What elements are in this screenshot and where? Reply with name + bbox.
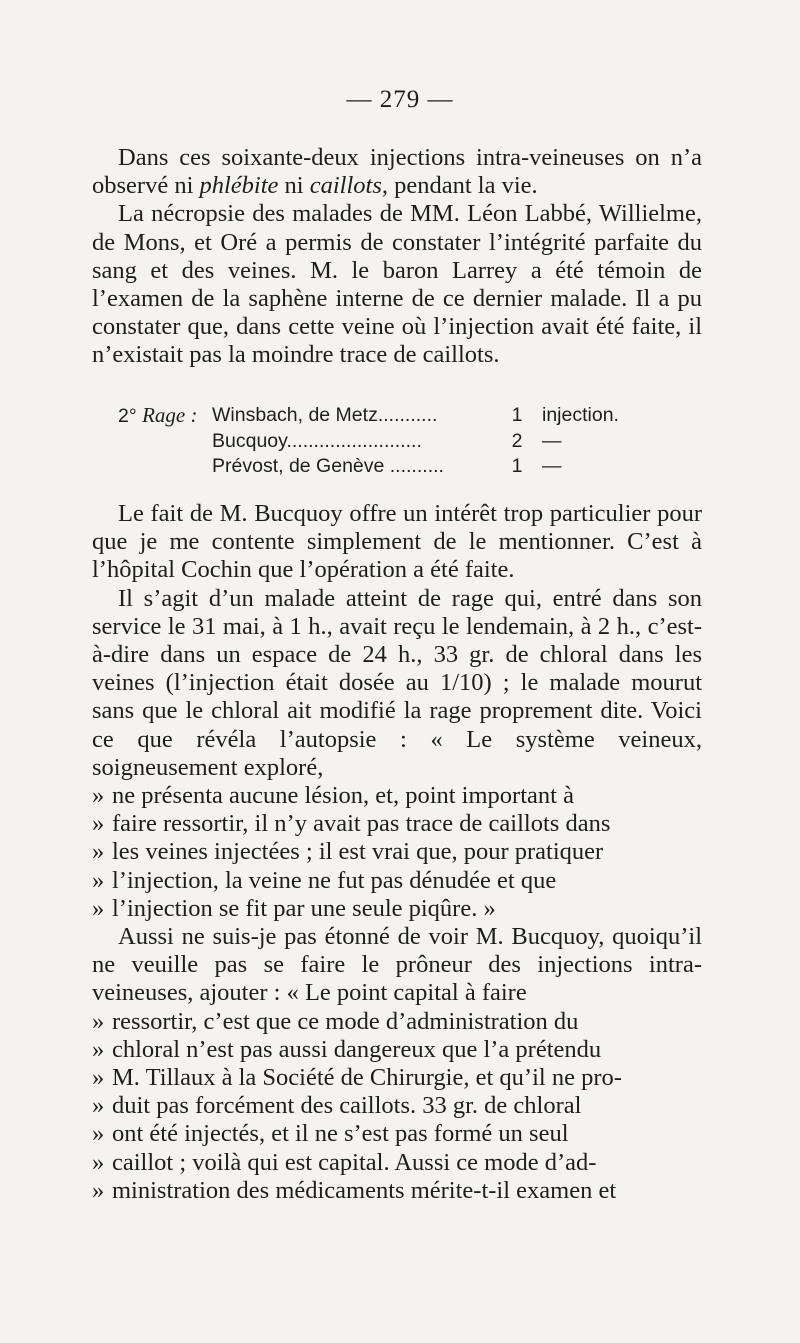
quote-bucquoy: [92, 1008, 702, 1205]
quote-line: » M. Tillaux à la Société de Chirurgie, et qu’il ne pro-: [92, 1064, 622, 1092]
page-number: — 279 —: [346, 86, 454, 113]
quote-line: » ressortir, c’est que ce mode d’administration du: [92, 1007, 579, 1035]
paragraph-rage-case: Il s’agit d’un malade atteint de rage qui, entré dans son service le 31 mai, à 1 h., avait reçu le lendemain, à 2 h., c’est-à-dire dans un espace de 24 h., 33 gr. de chloral dans les veines (l’injection était dosée au 1/10) ; le malade mourut sans que le chloral ait modifié la rage proprement dite. Voici ce que révéla l’autopsie : « Le système veineux, soigneusement exploré,: [92, 584, 702, 781]
quote-line: » chloral n’est pas aussi dangereux que l’a prétendu: [92, 1035, 602, 1063]
italic-caillots: caillots,: [309, 172, 388, 200]
italic-phlebite: phlébite: [199, 172, 279, 200]
quote-line: » les veines injectées ; il est vrai que, pour pratiquer: [92, 838, 604, 866]
quote-autopsie: [92, 782, 702, 923]
paragraph-aussi: Aussi ne suis-je pas étonné de voir M. Bucquoy, quoiqu’il ne veuille pas se faire le prôneur des injections intra-veineuses, ajouter : « Le point capital à faire: [92, 923, 702, 1007]
rage-label: 2° Rage :: [118, 403, 198, 427]
quote-line: » caillot ; voilà qui est capital. Aussi ce mode d’ad-: [92, 1148, 597, 1176]
paragraph-no-phlebitis: Dans ces soixante-deux injections intra-veineuses on n’a observé ni phlébite ni caillots, pendant la vie.: [92, 144, 702, 200]
quote-line: » ne présenta aucune lésion, et, point important à: [92, 782, 574, 810]
text-block-bottom: [92, 500, 702, 1205]
rage-row: Bucquoy......................... 2 —: [212, 430, 562, 452]
rage-row: 2° Rage : Winsbach, de Metz........... 1 injection.: [118, 403, 619, 427]
quote-line: » l’injection se fit par une seule piqûre. »: [92, 894, 496, 922]
quote-line: » duit pas forcément des caillots. 33 gr. de chloral: [92, 1092, 582, 1120]
paragraph-bucquoy-fact: Le fait de M. Bucquoy offre un intérêt trop particulier pour que je me contente simplement de le mentionner. C’est à l’hôpital Cochin que l’opération a été faite.: [92, 500, 702, 584]
quote-line: » ont été injectés, et il ne s’est pas formé un seul: [92, 1120, 569, 1148]
text-block-top: [92, 144, 702, 370]
quote-line: » faire ressortir, il n’y avait pas trace de caillots dans: [92, 810, 611, 838]
paragraph-necropsie: La nécropsie des malades de MM. Léon Labbé, Willielme, de Mons, et Oré a permis de constater l’intégrité parfaite du sang et des veines. M. le baron Larrey a été témoin de l’examen de la saphène interne de ce dernier malade. Il a pu constater que, dans cette veine où l’injection avait été faite, il n’existait pas la moindre trace de caillots.: [92, 200, 702, 369]
quote-line: » l’injection, la veine ne fut pas dénudée et que: [92, 866, 557, 894]
quote-line: » ministration des médicaments mérite-t-il examen et: [92, 1176, 617, 1204]
rage-row: Prévost, de Genève .......... 1 —: [212, 455, 562, 477]
rage-injection-list: [118, 403, 658, 479]
